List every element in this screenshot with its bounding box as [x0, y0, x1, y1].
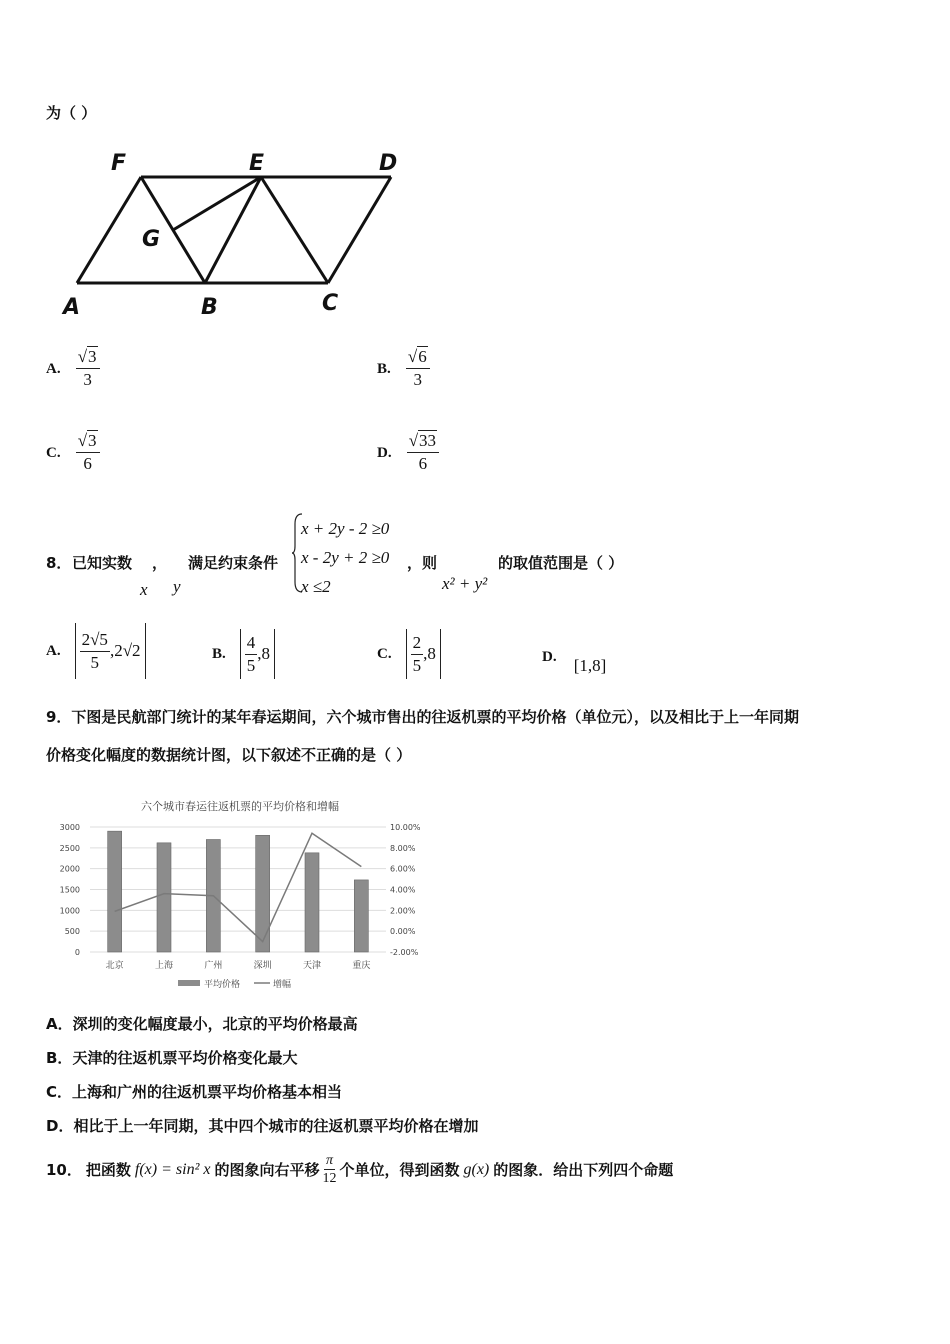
- bar: [157, 843, 171, 952]
- right-tick-label: 6.00%: [390, 864, 416, 874]
- option-label: D.: [377, 445, 392, 461]
- q8-text-2: 满足约束条件: [188, 554, 279, 572]
- interval: $\frac{2}{5}$ , 8: [406, 629, 441, 679]
- fraction: $\frac{√3}{6}$: [76, 430, 100, 475]
- q9-option-d[interactable]: D．相比于上一年同期，其中四个城市的往返机票平均价格在增加: [46, 1117, 479, 1135]
- point-label-g: G: [142, 227, 161, 252]
- q7-tail: 为（ ）: [46, 104, 97, 122]
- option-label: B.: [377, 361, 391, 377]
- q7-option-d[interactable]: [377, 430, 439, 475]
- left-tick-label: 3000: [59, 823, 80, 832]
- option-label: A.: [46, 361, 61, 377]
- point-label-a: A: [63, 295, 81, 320]
- q9-option-a[interactable]: A．深圳的变化幅度最小，北京的平均价格最高: [46, 1015, 358, 1033]
- constraint-3: x ≤2: [301, 577, 331, 596]
- option-label: A.: [46, 642, 61, 659]
- constraint-system: [301, 514, 389, 601]
- right-tick-label: 2.00%: [390, 906, 416, 916]
- shift-fraction: $\frac{\pi}{12}$: [322, 1153, 337, 1186]
- q8-option-c[interactable]: [377, 628, 441, 680]
- legend-label-price: 平均价格: [204, 980, 241, 990]
- chart-title: 六个城市春运往返机票的平均价格和增幅: [141, 800, 339, 813]
- growth-line: [115, 833, 362, 941]
- q9-stem-line-2: 价格变化幅度的数据统计图，以下叙述不正确的是（ ）: [46, 746, 412, 764]
- fraction: $\frac{√6}{3}$: [406, 346, 430, 391]
- left-tick-label: 0: [74, 948, 80, 957]
- q8-option-d[interactable]: [542, 646, 607, 675]
- interval: $\frac{4}{5}$ , 8: [240, 629, 275, 679]
- point-label-e: E: [249, 151, 265, 176]
- legend-label-growth: 增幅: [273, 980, 292, 990]
- q10-stem: 10． 把函数 f(x) = sin² x 的图象向右平移 $\frac{\pi}{12}$ 个单位，得到函数 g(x) 的图象．给出下列四个命题: [46, 1153, 674, 1186]
- category-label: 深圳: [253, 961, 272, 971]
- q9-option-b[interactable]: B．天津的往返机票平均价格变化最大: [46, 1049, 298, 1067]
- fraction: $\frac{√33}{6}$: [407, 430, 439, 475]
- q8-text-4: 的取值范围是（ ）: [498, 554, 624, 572]
- legend-bar-swatch: [178, 980, 200, 986]
- var-x: x: [140, 580, 148, 599]
- q7-option-b[interactable]: [377, 346, 430, 391]
- point-label-d: D: [379, 151, 398, 176]
- option-label: D.: [542, 649, 557, 665]
- category-label: 重庆: [352, 961, 371, 971]
- point-label-b: B: [201, 295, 218, 320]
- right-tick-label: 8.00%: [390, 843, 416, 853]
- right-tick-label: 0.00%: [390, 927, 416, 937]
- q7-option-a[interactable]: [46, 346, 100, 391]
- fraction: $\frac{√3}{3}$: [76, 346, 100, 391]
- left-tick-label: 2500: [59, 843, 80, 853]
- point-label-f: F: [111, 151, 127, 176]
- geometry-figure: [55, 140, 415, 325]
- var-y: y: [173, 577, 181, 596]
- right-tick-label: 10.00%: [390, 823, 421, 832]
- right-tick-label: -2.00%: [390, 948, 419, 957]
- price-chart: [48, 790, 438, 1000]
- q8-comma: ，: [152, 554, 168, 572]
- right-tick-label: 4.00%: [390, 885, 416, 895]
- q7-option-c[interactable]: [46, 430, 100, 475]
- bar: [305, 853, 319, 952]
- expr-x2-y2: x² + y²: [442, 574, 488, 593]
- left-tick-label: 500: [64, 927, 80, 937]
- point-label-c: C: [322, 291, 339, 316]
- interval: [1,8]: [573, 656, 607, 675]
- option-label: C.: [46, 445, 61, 461]
- q8-option-b[interactable]: [212, 628, 275, 680]
- bar: [256, 835, 270, 952]
- left-tick-label: 1500: [59, 885, 80, 895]
- left-tick-label: 1000: [59, 906, 80, 916]
- left-tick-label: 2000: [59, 864, 80, 874]
- option-label: C.: [377, 645, 392, 662]
- category-label: 广州: [204, 961, 223, 971]
- bar: [354, 880, 368, 952]
- constraint-2: x - 2y + 2 ≥0: [301, 548, 390, 567]
- category-label: 天津: [302, 961, 322, 971]
- category-label: 上海: [154, 961, 174, 971]
- option-label: B.: [212, 645, 226, 662]
- bar: [108, 831, 122, 952]
- q9-stem-line-1: 9．下图是民航部门统计的某年春运期间，六个城市售出的往返机票的平均价格（单位元），以及相比于上一年同期: [46, 708, 799, 726]
- interval: $\frac{2√5}{5}$ , 2√2: [75, 623, 146, 679]
- q8-text-3: ，则: [407, 554, 438, 572]
- constraint-1: x + 2y - 2 ≥0: [301, 519, 390, 538]
- category-label: 北京: [105, 961, 124, 971]
- q8-number: 8．: [46, 554, 72, 572]
- q8-text-1: 已知实数: [72, 554, 133, 572]
- q8-option-a[interactable]: [46, 622, 146, 680]
- q9-option-c[interactable]: C．上海和广州的往返机票平均价格基本相当: [46, 1083, 343, 1101]
